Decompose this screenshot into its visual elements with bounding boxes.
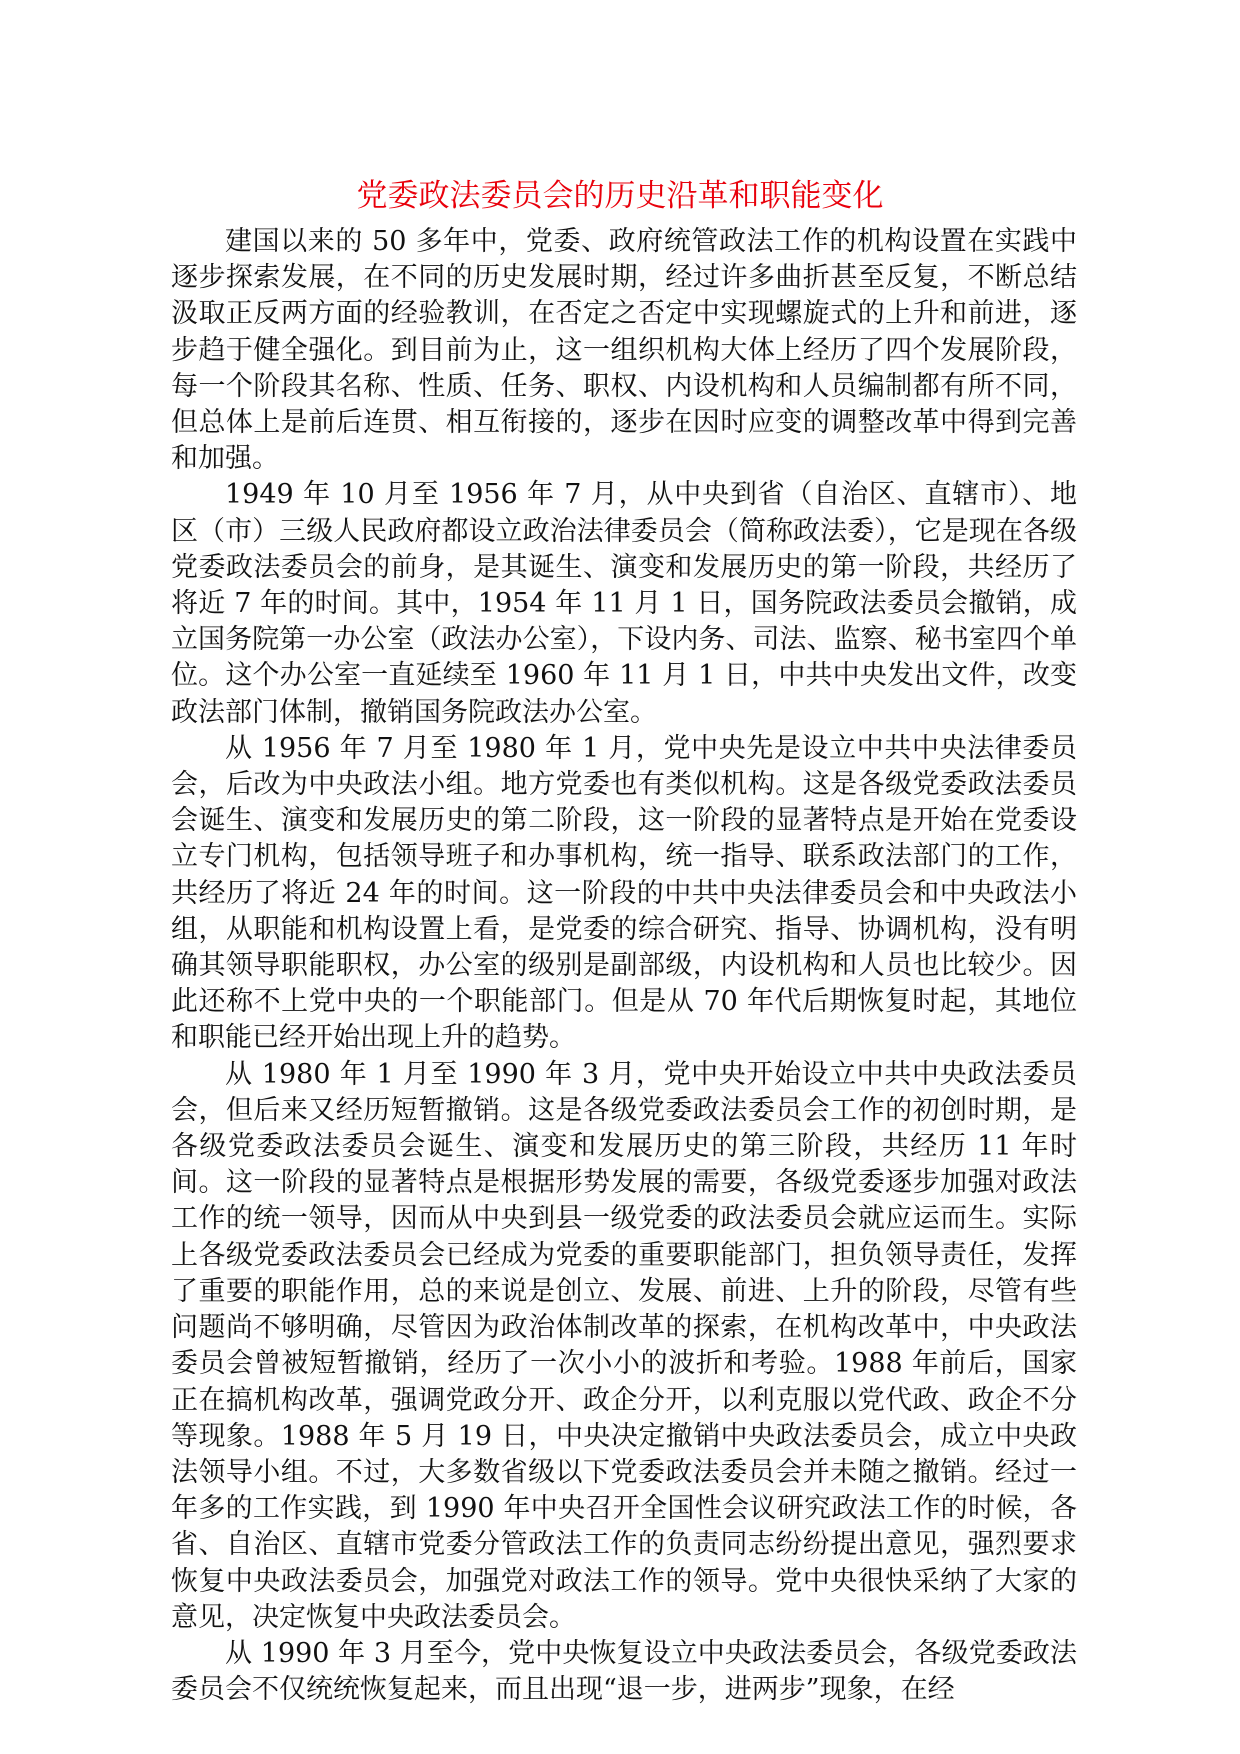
document-title: 党委政法委员会的历史沿革和职能变化 (356, 178, 884, 214)
paragraph-overview: 建国以来的 50 多年中，党委、政府统管政法工作的机构设置在实践中逐步探索发展，在不同的历史发展时期，经过许多曲折甚至反复，不断总结汲取正反两方面的经验教训，在否定之否定中实现螺旋式的上升和前进，逐步趋于健全强化。到目前为止，这一组织机构大体上经历了四个发展阶段，每一个阶段其名称、性质、任务、职权、内设机构和人员编制都有所不同，但总体上是前后连贯、相互衔接的，逐步在因时应变的调整改革中得到完善和加强。 (171, 226, 1077, 475)
document-body (171, 224, 1077, 1708)
paragraph-stage-one: 1949 年 10 月至 1956 年 7 月，从中央到省（自治区、直辖市）、地区（市）三级人民政府都设立政治法律委员会（简称政法委），它是现在各级党委政法委员会的前身，是其诞生、演变和发展历史的第一阶段，共经历了将近 7 年的时间。其中，1954 年 11 月 1 日，国务院政法委员会撤销，成立国务院第一办公室（政法办公室），下设内务、司法、监察、秘书室四个单位。这个办公室一直延续至 1960 年 11 月 1 日，中共中央发出文件，改变政法部门体制，撤销国务院政法办公室。 (171, 479, 1077, 728)
paragraph-stage-four: 从 1990 年 3 月至今，党中央恢复设立中央政法委员会，各级党委政法委员会不仅统统恢复起来，而且出现“退一步，进两步”现象，在经 (171, 1637, 1077, 1706)
paragraph-stage-two: 从 1956 年 7 月至 1980 年 1 月，党中央先是设立中共中央法律委员会，后改为中央政法小组。地方党委也有类似机构。这是各级党委政法委员会诞生、演变和发展历史的第二阶段，这一阶段的显著特点是开始在党委设立专门机构，包括领导班子和办事机构，统一指导、联系政法部门的工作，共经历了将近 24 年的时间。这一阶段的中共中央法律委员会和中央政法小组，从职能和机构设置上看，是党委的综合研究、指导、协调机构，没有明确其领导职能职权，办公室的级别是副部级，内设机构和人员也比较少。因此还称不上党中央的一个职能部门。但是从 70 年代后期恢复时起，其地位和职能已经开始出现上升的趋势。 (171, 732, 1077, 1054)
paragraph-stage-three: 从 1980 年 1 月至 1990 年 3 月，党中央开始设立中共中央政法委员会，但后来又经历短暂撤销。这是各级党委政法委员会工作的初创时期，是各级党委政法委员会诞生、演变和发展历史的第三阶段，共经历 11 年时间。这一阶段的显著特点是根据形势发展的需要，各级党委逐步加强对政法工作的统一领导，因而从中央到县一级党委的政法委员会就应运而生。实际上各级党委政法委员会已经成为党委的重要职能部门，担负领导责任，发挥了重要的职能作用，总的来说是创立、发展、前进、上升的阶段，尽管有些问题尚不够明确，尽管因为政治体制改革的探索，在机构改革中，中央政法委员会曾被短暂撤销，经历了一次小小的波折和考验。1988 年前后，国家正在搞机构改革，强调党政分开、政企分开，以利克服以党代政、政企不分等现象。1988 年 5 月 19 日，中央决定撤销中央政法委员会，成立中央政法领导小组。不过，大多数省级以下党委政法委员会并未随之撤销。经过一年多的工作实践，到 1990 年中央召开全国性会议研究政法工作的时候，各省、自治区、直辖市党委分管政法工作的负责同志纷纷提出意见，强烈要求恢复中央政法委员会，加强党对政法工作的领导。党中央很快采纳了大家的意见，决定恢复中央政法委员会。 (171, 1058, 1077, 1633)
